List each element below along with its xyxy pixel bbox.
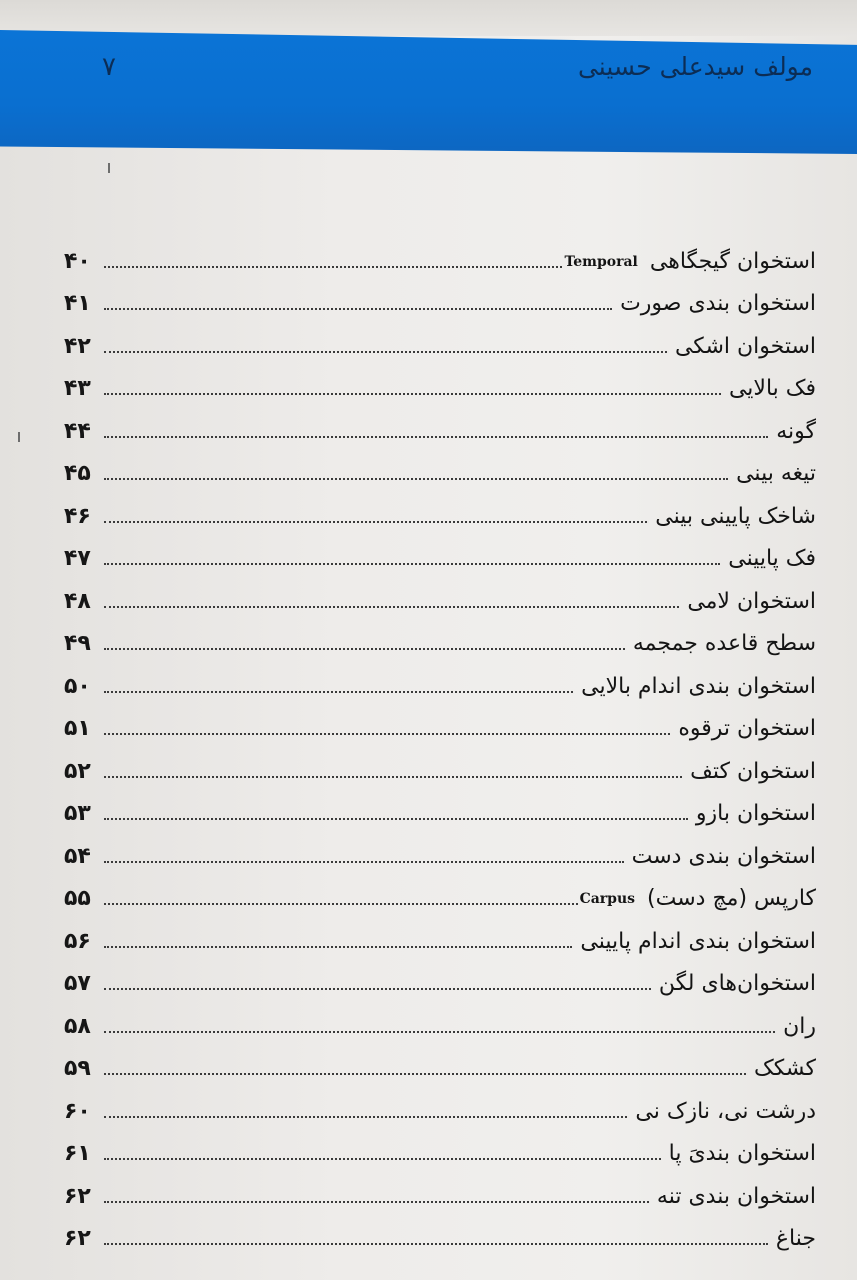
toc-dot-leader — [104, 393, 721, 395]
toc-entry-title: درشت نی، نازک نی — [635, 1098, 816, 1124]
toc-entry — [64, 914, 816, 957]
toc-entry-page-number: ۴۳ — [64, 376, 91, 401]
toc-dot-leader — [104, 1031, 775, 1033]
running-header-author: مولف سیدعلی حسینی — [577, 52, 813, 81]
toc-entry — [64, 957, 816, 1000]
print-mark — [108, 163, 110, 173]
toc-entry-title: کارپس (مچ دست) — [647, 886, 816, 911]
toc-entry — [64, 1042, 816, 1085]
toc-entry-page-number: ۴۹ — [64, 631, 91, 656]
toc-dot-leader — [104, 776, 682, 778]
toc-entry-title: استخوان ترقوه — [678, 716, 816, 741]
table-of-contents — [64, 234, 816, 1254]
toc-dot-leader — [104, 606, 679, 608]
toc-entry-title: استخوان بندی اندام پایینی — [580, 928, 816, 954]
toc-entry-page-number: ۴۸ — [64, 588, 91, 614]
toc-entry-page-number: ۶۲ — [64, 1226, 91, 1251]
toc-entry-title: فک بالایی — [728, 376, 816, 401]
toc-entry-title: فک پایینی — [728, 546, 816, 571]
toc-entry-title: استخوان بازو — [695, 801, 816, 826]
toc-dot-leader — [104, 818, 688, 820]
toc-entry-title: استخوان گیجگاهی — [649, 248, 816, 274]
toc-entry-page-number: ۵۸ — [64, 1013, 91, 1039]
toc-entry — [64, 744, 816, 787]
toc-entry-page-number: ۵۷ — [64, 971, 91, 996]
toc-entry — [64, 277, 816, 320]
toc-entry-page-number: ۵۱ — [64, 716, 91, 741]
toc-entry-page-number: ۵۳ — [64, 801, 91, 826]
toc-entry — [64, 489, 816, 532]
toc-entry-title: ران — [783, 1013, 816, 1039]
toc-dot-leader — [104, 436, 768, 438]
toc-entry — [64, 319, 816, 362]
toc-dot-leader — [104, 648, 625, 650]
toc-entry-page-number: ۴۰ — [64, 248, 91, 274]
toc-entry-title: شاخک پایینی بینی — [655, 503, 816, 529]
toc-entry-page-number: ۶۰ — [64, 1098, 91, 1124]
toc-entry-page-number: ۴۵ — [64, 461, 91, 486]
toc-entry — [64, 659, 816, 702]
toc-dot-leader — [104, 308, 612, 310]
toc-entry — [64, 1169, 816, 1212]
toc-dot-leader — [104, 903, 578, 905]
toc-entry-page-number: ۴۷ — [64, 546, 91, 571]
toc-entry — [64, 787, 816, 830]
toc-entry — [64, 362, 816, 405]
toc-dot-leader — [104, 1073, 746, 1075]
toc-entry-page-number: ۵۰ — [64, 673, 91, 699]
toc-dot-leader — [104, 266, 562, 268]
toc-entry-page-number: ۶۲ — [64, 1183, 91, 1209]
toc-entry-title: استخوان‌های لگن — [658, 971, 816, 996]
toc-entry-title: استخوان اشکی — [674, 333, 816, 359]
running-header-page-number: ۷ — [102, 52, 116, 82]
page-top-edge — [0, 0, 857, 36]
toc-entry-page-number: ۵۹ — [64, 1056, 91, 1081]
toc-dot-leader — [104, 1158, 661, 1160]
toc-entry-title: استخوان بندی صورت — [620, 291, 816, 316]
toc-entry-page-number: ۶۱ — [64, 1141, 91, 1166]
toc-entry — [64, 1127, 816, 1170]
toc-entry-page-number: ۵۴ — [64, 843, 91, 869]
toc-entry — [64, 872, 816, 915]
toc-dot-leader — [104, 521, 647, 523]
toc-entry — [64, 702, 816, 745]
toc-entry — [64, 532, 816, 575]
toc-entry-latin-term: Temporal — [564, 253, 638, 270]
toc-entry-title: استخوان بندیَ پا — [668, 1141, 816, 1166]
toc-dot-leader — [104, 563, 720, 565]
toc-dot-leader — [104, 691, 573, 693]
toc-entry-title: تیغه بینی — [736, 461, 816, 486]
toc-dot-leader — [104, 733, 670, 735]
toc-entry — [64, 404, 816, 447]
toc-entry-page-number: ۵۲ — [64, 758, 91, 784]
toc-entry — [64, 574, 816, 617]
toc-entry-page-number: ۵۵ — [64, 886, 91, 911]
toc-entry-title: گونه — [776, 418, 816, 444]
toc-entry-title: استخوان کتف — [690, 758, 816, 784]
toc-entry-page-number: ۴۲ — [64, 333, 91, 359]
toc-entry-page-number: ۴۱ — [64, 291, 91, 316]
toc-entry-page-number: ۴۴ — [64, 418, 91, 444]
toc-entry-title: جناغ — [775, 1226, 816, 1251]
print-mark — [18, 432, 20, 442]
toc-entry-title: استخوان بندی اندام بالایی — [581, 673, 816, 699]
toc-entry — [64, 1212, 816, 1255]
toc-dot-leader — [104, 1116, 627, 1118]
toc-dot-leader — [104, 1243, 768, 1245]
toc-dot-leader — [104, 988, 651, 990]
toc-entry-page-number: ۵۶ — [64, 928, 91, 954]
toc-entry-title: کشکک — [754, 1056, 816, 1081]
toc-dot-leader — [104, 861, 624, 863]
toc-entry-title: سطح قاعده جمجمه — [632, 631, 816, 656]
toc-entry-latin-term: Carpus — [579, 891, 636, 907]
toc-entry-title: استخوان لامی — [687, 588, 816, 614]
toc-entry — [64, 617, 816, 660]
toc-entry — [64, 999, 816, 1042]
toc-entry — [64, 1084, 816, 1127]
toc-entry-title: استخوان بندی تنه — [656, 1183, 816, 1209]
toc-dot-leader — [104, 351, 667, 353]
toc-entry — [64, 234, 816, 277]
toc-dot-leader — [104, 478, 728, 480]
toc-dot-leader — [104, 1201, 649, 1203]
toc-dot-leader — [104, 946, 572, 948]
toc-entry — [64, 447, 816, 490]
toc-entry — [64, 829, 816, 872]
toc-entry-page-number: ۴۶ — [64, 503, 91, 529]
toc-entry-title: استخوان بندی دست — [631, 843, 816, 869]
header-band — [0, 30, 857, 154]
